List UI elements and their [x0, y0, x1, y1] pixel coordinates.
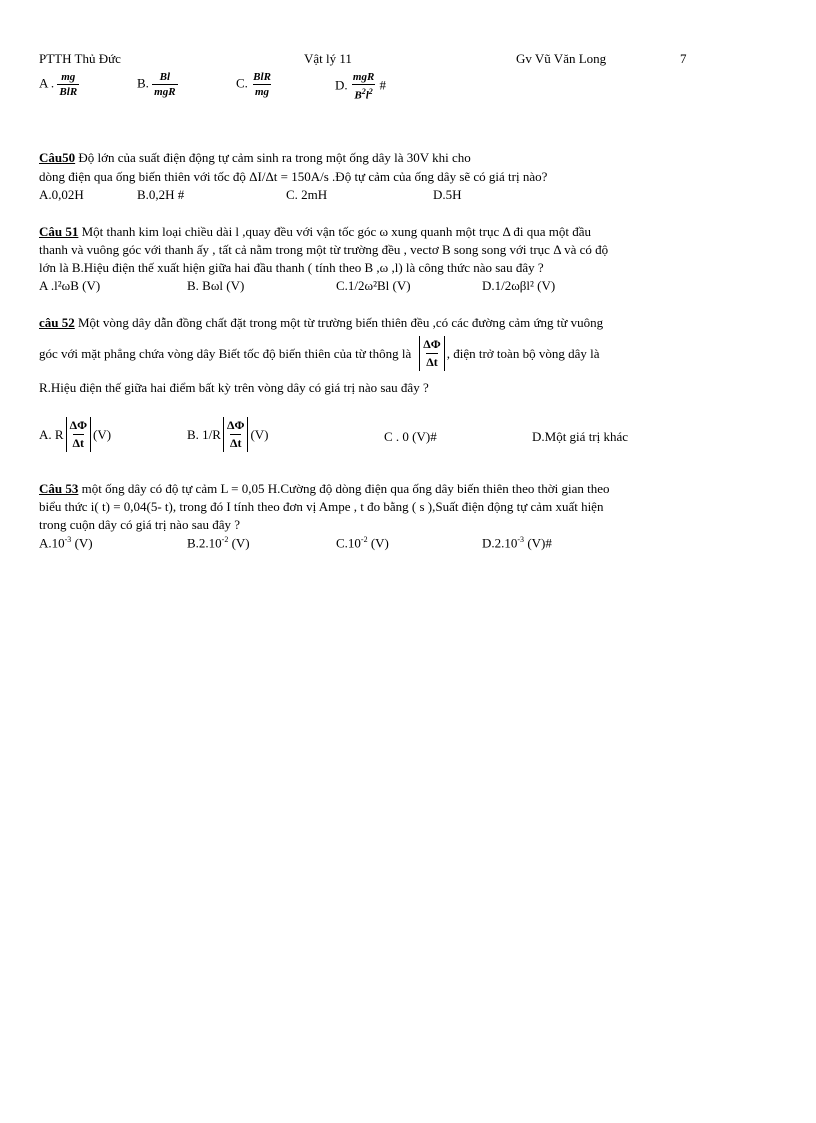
q50-option-c: C. 2mH [286, 187, 328, 202]
fraction [57, 70, 79, 99]
exponent: -2 [221, 535, 229, 544]
top-option-a [39, 70, 79, 99]
option-label: C. [236, 75, 248, 91]
exponent: -2 [360, 535, 368, 544]
q51-option-b: B. Bωl (V) [187, 278, 245, 293]
abs-flux-rate [223, 417, 248, 452]
top-option-c [236, 70, 273, 99]
fraction [351, 70, 376, 103]
page-number: 7 [680, 51, 687, 66]
fraction-numerator: mg [61, 71, 76, 83]
q52-option-b [187, 417, 269, 452]
fraction [251, 70, 273, 99]
fraction-denominator: mg [255, 86, 270, 98]
option-unit: (V) [71, 535, 93, 551]
abs-flux-rate [419, 336, 444, 371]
exponent: -3 [64, 535, 72, 544]
question-52-line-2 [39, 336, 599, 371]
question-53-line-1 [39, 481, 610, 497]
question-label: câu 52 [39, 315, 75, 330]
top-option-d [335, 70, 386, 103]
q51-option-d: D.1/2ωβl² (V) [482, 278, 556, 293]
fraction-denominator: Δt [426, 355, 438, 369]
fraction-numerator: ΔΦ [423, 337, 441, 351]
option-unit: (V) [367, 535, 389, 551]
option-text: A.10 [39, 535, 65, 551]
question-53-line-2: biểu thức i( t) = 0,04(5- t), trong đó I tính theo đơn vị Ampe , t đo bằng ( s ),Suất điện động tự cảm xuất hiện [39, 499, 604, 514]
den-l: l [365, 89, 369, 102]
option-text: C.10 [336, 535, 361, 551]
fraction [152, 70, 177, 99]
question-52-line-1 [39, 315, 603, 331]
option-label: B. [137, 75, 149, 91]
q50-option-b: B.0,2H # [137, 187, 185, 202]
option-text: B.2.10 [187, 535, 222, 551]
question-52-line-3: R.Hiệu điện thế giữa hai điểm bất kỳ trên vòng dây có giá trị nào sau đây ? [39, 380, 429, 395]
question-53-line-3: trong cuộn dây có giá trị nào sau đây ? [39, 517, 241, 532]
q53-option-d [482, 535, 552, 551]
fraction-numerator: Bl [159, 71, 171, 83]
question-51-line-1 [39, 224, 591, 240]
q50-option-d: D.5H [433, 187, 462, 202]
exponent: -3 [517, 535, 525, 544]
den-sup-2: 2 [368, 87, 373, 96]
question-text: , điện trở toàn bộ vòng dây là [446, 345, 600, 361]
question-51-line-3: lớn là B.Hiệu điện thế xuất hiện giữa hai đầu thanh ( tính theo B ,ω ,l) là công thức nào sau đây ? [39, 260, 544, 275]
option-text: D.2.10 [482, 535, 518, 551]
q52-option-c: C . 0 (V)# [384, 429, 437, 444]
option-label: A . [39, 75, 55, 91]
question-text: Một vòng dây dẫn đồng chất đặt trong một từ trường biến thiên đều ,có các đường cảm ứng từ vuông [74, 315, 604, 330]
question-text: Độ lớn của suất điện động tự cảm sinh ra trong một ống dây là 30V khi cho [75, 150, 471, 165]
fraction-numerator: mgR [352, 71, 375, 83]
q52-option-a [39, 417, 111, 452]
answer-mark: # [379, 77, 387, 93]
q53-option-a [39, 535, 93, 551]
question-50-line-2: dòng điện qua ống biến thiên với tốc độ ΔI/Δt = 150A/s .Độ tự cảm của ống dây sẽ có giá trị nào? [39, 169, 548, 184]
question-label: Câu 53 [39, 481, 79, 496]
fraction-denominator [352, 84, 374, 103]
q50-option-a: A.0,02H [39, 187, 84, 202]
fraction-denominator: mgR [154, 86, 176, 98]
top-option-b [137, 70, 178, 99]
question-text: một ống dây có độ tự cảm L = 0,05 H.Cường độ dòng điện qua ống dây biến thiên theo thời gian theo [78, 481, 610, 496]
question-51-line-2: thanh và vuông góc với thanh ấy , tất cả nằm trong một từ trường đều , vectơ B song song với trục Δ và có độ [39, 242, 609, 257]
option-text: A. R [39, 426, 64, 442]
fraction-denominator: Δt [229, 436, 242, 450]
header-subject: Vật lý 11 [304, 51, 352, 66]
option-text: B. 1/R [187, 426, 221, 442]
question-text: Một thanh kim loại chiều dài l ,quay đều với vận tốc góc ω xung quanh một trục Δ đi qua một đầu [78, 224, 592, 239]
abs-flux-rate [66, 417, 91, 452]
question-50-line-1 [39, 150, 471, 166]
q53-option-c [336, 535, 389, 551]
fraction-denominator: Δt [72, 436, 85, 450]
q51-option-c: C.1/2ω²Bl (V) [336, 278, 411, 293]
header-teacher: Gv Vũ Văn Long [516, 51, 607, 66]
fraction-numerator: ΔΦ [69, 418, 88, 432]
den-sup-1: 2 [361, 87, 366, 96]
fraction-denominator: BlR [59, 86, 78, 98]
fraction-numerator: ΔΦ [226, 418, 245, 432]
den-b: B [354, 89, 362, 102]
option-unit: (V)# [524, 535, 552, 551]
q51-option-a: A .l²ωB (V) [39, 278, 101, 293]
q52-option-d: D.Một giá trị khác [532, 429, 629, 444]
option-unit: (V) [93, 426, 112, 442]
question-text: góc với mặt phẳng chứa vòng dây Biết tốc độ biến thiên của từ thông là [39, 345, 412, 361]
option-unit: (V) [250, 426, 269, 442]
q53-option-b [187, 535, 250, 551]
option-label: D. [335, 77, 348, 93]
option-unit: (V) [228, 535, 250, 551]
header-school: PTTH Thủ Đức [39, 51, 121, 66]
question-label: Câu 51 [39, 224, 79, 239]
question-label: Câu50 [39, 150, 76, 165]
fraction-numerator: BlR [253, 71, 271, 83]
